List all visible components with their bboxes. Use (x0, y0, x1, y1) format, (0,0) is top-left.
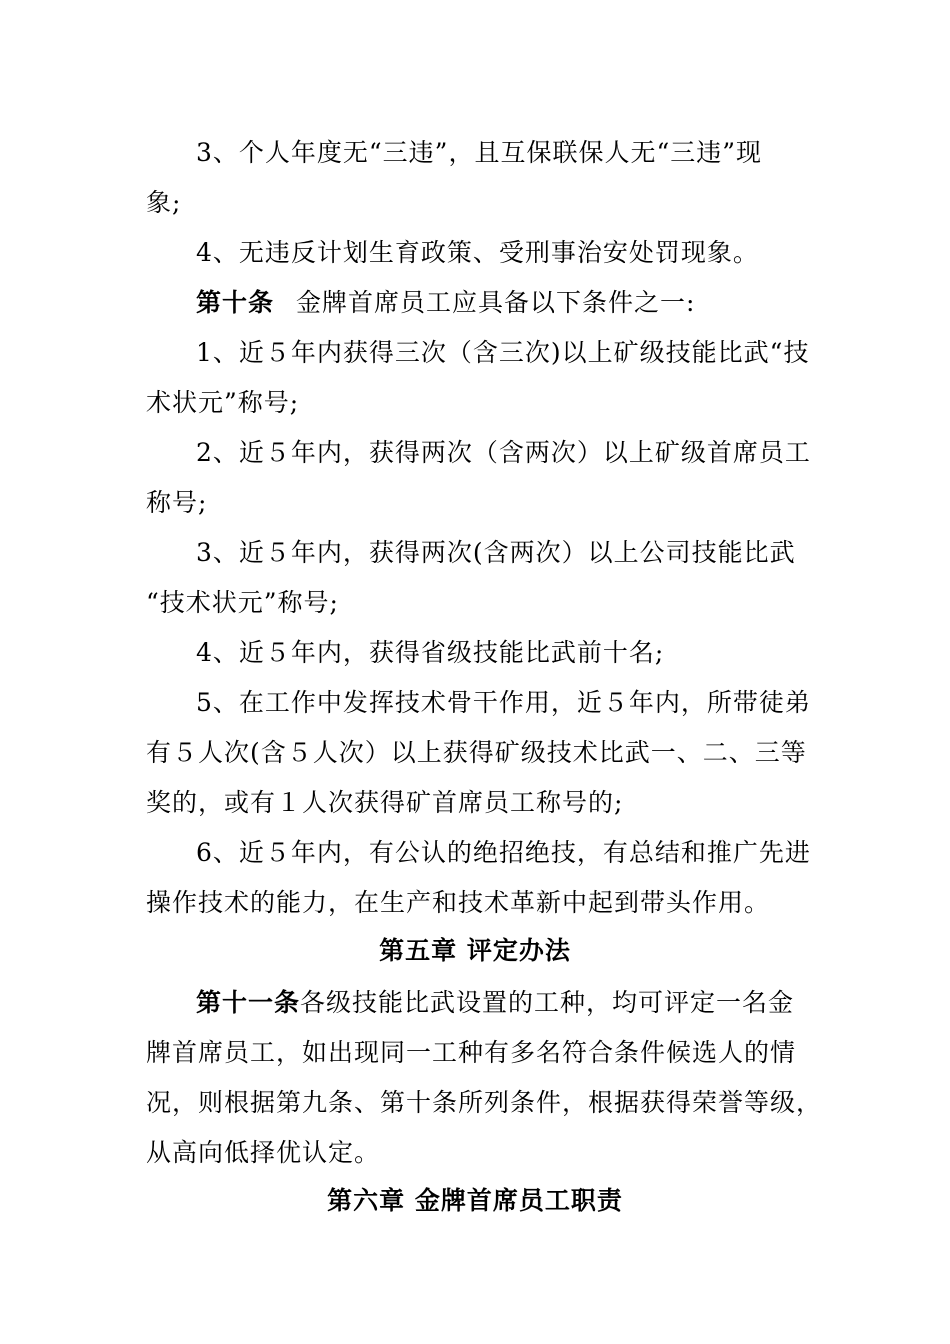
condition-line: 2、近５年内，获得两次（含两次）以上矿级首席员工 (196, 438, 811, 467)
condition-line: 4、无违反计划生育政策、受刑事治安处罚现象。 (196, 238, 759, 267)
article-11-text: 各级技能比武设置的工种，均可评定一名金 (300, 988, 795, 1017)
article-10-label: 第十条 (196, 288, 275, 317)
condition-line: 1、近５年内获得三次（含三次)以上矿级技能比武“技 (196, 338, 810, 367)
chapter-6-heading: 第六章 金牌首席员工职责 (327, 1186, 623, 1215)
condition-line: 操作技术的能力，在生产和技术革新中起到带头作用。 (146, 888, 771, 917)
condition-line: 象; (146, 188, 182, 217)
condition-line: 6、近５年内，有公认的绝招绝技，有总结和推广先进 (196, 838, 811, 867)
condition-line: 5、在工作中发挥技术骨干作用，近５年内，所带徒弟 (196, 688, 811, 717)
condition-line: 称号; (146, 488, 208, 517)
article-11-label: 第十一条 (196, 988, 301, 1017)
condition-line: 3、近５年内，获得两次(含两次）以上公司技能比武 (196, 538, 796, 567)
article-11 (196, 986, 806, 1020)
article-line: 牌首席员工，如出现同一工种有多名符合条件候选人的情 (146, 1038, 797, 1067)
article-10-text: 金牌首席员工应具备以下条件之一: (296, 288, 696, 317)
chapter-5-heading: 第五章 评定办法 (379, 936, 571, 965)
condition-line: 奖的，或有１人次获得矿首席员工称号的; (146, 788, 624, 817)
condition-line: “技术状元”称号; (146, 588, 339, 617)
article-line: 从高向低择优认定。 (146, 1138, 381, 1167)
condition-line: 术状元”称号; (146, 388, 300, 417)
article-line: 况，则根据第九条、第十条所列条件，根据获得荣誉等级， (146, 1088, 823, 1117)
condition-line: 4、近５年内，获得省级技能比武前十名; (196, 638, 665, 667)
condition-line: 3、个人年度无“三违”，且互保联保人无“三违”现 (196, 138, 763, 167)
article-10 (196, 286, 806, 320)
condition-line: 有５人次(含５人次）以上获得矿级技术比武一、二、三等 (146, 738, 807, 767)
